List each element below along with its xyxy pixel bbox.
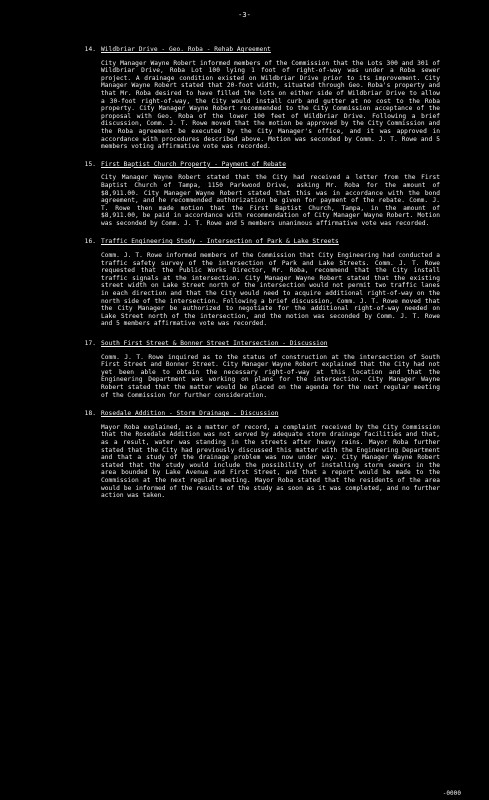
item-heading: First Baptist Church Property - Payment of Rebate — [101, 160, 286, 168]
item-number: 15. — [84, 160, 96, 168]
agenda-item — [76, 410, 440, 500]
page-number: -3- — [238, 11, 251, 19]
item-number: 14. — [84, 46, 96, 53]
item-number: 18. — [84, 410, 96, 418]
item-body: City Manager Wayne Robert informed members of the Commission that the Lots 300 and 301 of Wildbriar Drive, Roba Lot 100 lying 1 foot of right-of-way was under a Roba sewer project. A drainage condition existed on Wildbriar Drive prior to its improvement. City Manager Wayne Robert stated that 20-foot width, situated through Geo. Roba's property and that Mr. Roba desired to have filled the lots on either side of Wildbriar Drive to allow a 30-foot right-of-way, the City would install curb and gutter at no cost to the Roba property. City Manager Wayne Robert recommended to the City Commission acceptance of the proposal with Geo. Roba of the lower 100 feet of Wildbriar Drive. Following a brief discussion, Comm. J. T. Rowe moved that the motion be approved by the City Commission and the Roba agreement be executed by the City Manager's office, and it was approved in accordance with procedures described above. Motion was seconded by Comm. J. T. Rowe and 5 members voting affirmative vote was recorded. — [101, 59, 440, 151]
agenda-item — [76, 238, 440, 328]
agenda-item — [76, 340, 440, 399]
item-heading: South First Street & Bonner Street Intersection - Discussion — [101, 340, 328, 347]
item-number: 17. — [84, 340, 96, 347]
item-heading: Rosedale Addition - Storm Drainage - Discussion — [101, 410, 279, 418]
agenda-item — [76, 161, 440, 228]
item-body: Comm. J. T. Rowe informed members of the Commission that City Engineering had conducted a traffic safety survey of the intersection of Park and Lake Streets. Comm. J. T. Rowe requested that the Public Works Director, Mr. Roba, recommend that the City install traffic signals at the intersection. City Manager Wayne Robert stated that the existing street width on Lake Street north of the intersection would not permit two traffic lanes in each direction and that the City would need to acquire additional right-of-way on the north side of the intersection. Following a brief discussion, Comm. J. T. Rowe moved that the City Manager be authorized to negotiate for the additional right-of-way needed on Lake Street north of the intersection, and the motion was seconded by Comm. J. T. Rowe and 5 members affirmative vote was recorded. — [101, 252, 440, 328]
minutes-document — [76, 42, 440, 500]
agenda-item — [76, 46, 440, 151]
item-body: Comm. J. T. Rowe inquired as to the status of construction at the intersection of South First Street and Bonner Street. City Manager Wayne Robert explained that the City had not yet been able to obtain the necessary right-of-way at this location and that the Engineering Department was working on plans for the intersection. City Manager Wayne Robert stated that the matter would be placed on the agenda for the next regular meeting of the Commission for further consideration. — [101, 353, 440, 399]
item-number: 16. — [84, 238, 96, 246]
item-body: City Manager Wayne Robert stated that the City had received a letter from the First Baptist Church of Tampa, 1150 Parkwood Drive, asking Mr. Roba for the amount of $8,911.00. City Manager Wayne Robert stated that this was in accordance with the bond agreement, and he recommended authorization be given for payment of the rebate. Comm. J. T. Rowe then made motion that the First Baptist Church, Tampa, in the amount of $8,911.00, be paid in accordance with recommendation of City Manager Wayne Robert. Motion was seconded by Comm. J. T. Rowe and 5 members unanimous affirmative vote was recorded. — [101, 174, 440, 227]
footer-mark: -0000 — [442, 790, 461, 798]
item-heading: Traffic Engineering Study - Intersection of Park & Lake Streets — [101, 238, 339, 246]
item-body: Mayor Roba explained, as a matter of record, a complaint received by the City Commission that the Rosedale Addition was not served by adequate storm drainage facilities and that, as a result, water was standing in the streets after heavy rains. Mayor Roba further stated that the City had previously discussed this matter with the Engineering Department and that a study of the drainage problem was now under way. City Manager Wayne Robert stated that the study would include the possibility of installing storm sewers in the area bounded by Lake Avenue and First Street, and that a report would be made to the Commission at the next regular meeting. Mayor Roba stated that the residents of the area would be informed of the results of the study as soon as it was completed, and no further action was taken. — [101, 423, 440, 500]
item-heading: Wildbriar Drive - Geo. Roba - Rehab Agreement — [101, 46, 271, 53]
